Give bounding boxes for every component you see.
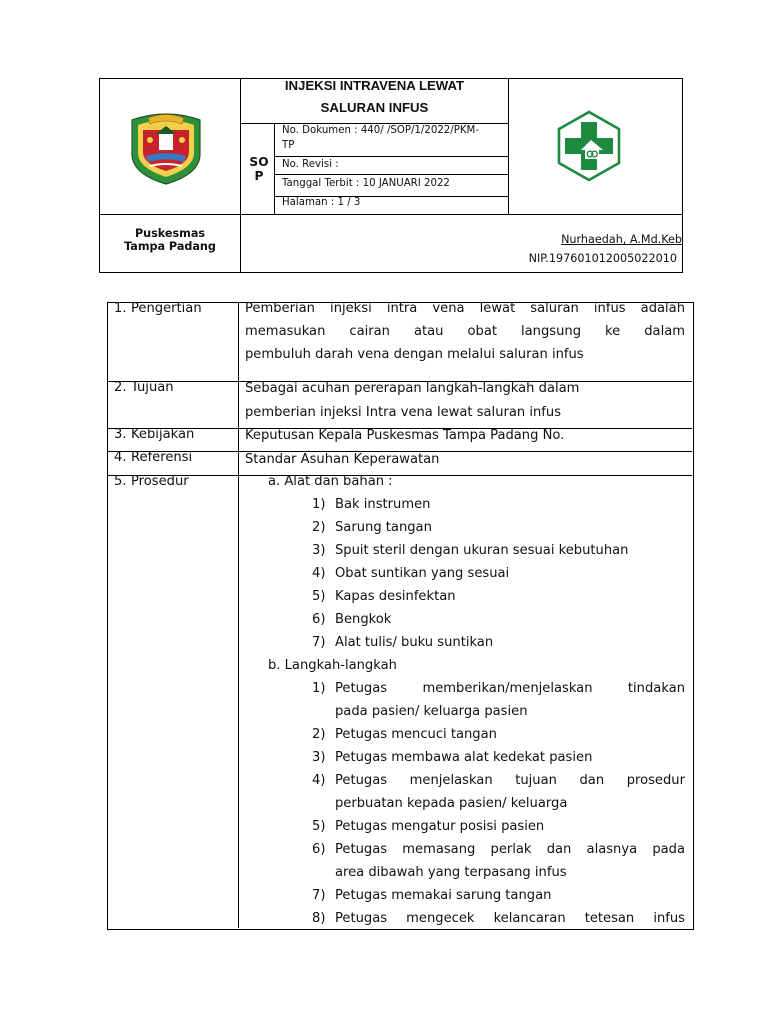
tujuan-text: Sebagai acuhan pererapan langkah-langkah dalam (245, 381, 580, 396)
section-label-referensi (114, 450, 192, 465)
section-label-prosedur (114, 474, 189, 489)
organization-name: Tampa Padang (124, 240, 216, 253)
section-number: 2. (114, 380, 127, 395)
section-number: 4. (114, 450, 127, 465)
referensi-text: Standar Asuhan Keperawatan (245, 452, 440, 467)
pengertian-text: pembuluh darah vena dengan melalui saluran infus (245, 347, 584, 362)
signer-name: Nurhaedah, A.Md.Keb (561, 233, 682, 246)
list-item: 2) Petugas mencuci tangan (312, 727, 497, 742)
header-divider (99, 214, 683, 215)
regency-emblem-logo (126, 110, 206, 186)
section-number: 3. (114, 427, 127, 442)
prosedur-subheading-alat: a. Alat dan bahan : (268, 474, 393, 489)
organization-name: Puskesmas (134, 227, 206, 240)
list-item: 4) Obat suntikan yang sesuai (312, 566, 510, 581)
section-label-text: Pengertian (131, 301, 202, 316)
list-item: 4) Petugas menjelaskan tujuan dan prosedur (312, 773, 685, 788)
list-item: 6) Bengkok (312, 612, 392, 627)
section-label-text: Kebijakan (131, 427, 195, 442)
document-number: No. Dokumen : 440/ /SOP/1/2022/PKM- (282, 125, 479, 136)
sop-label: SO (249, 155, 269, 169)
list-item: 3) Petugas membawa alat kedekat pasien (312, 750, 593, 765)
section-label-pengertian (114, 301, 202, 316)
list-item-continuation: area dibawah yang terpasang infus (335, 865, 567, 880)
section-label-tujuan (114, 380, 174, 395)
list-item: 1) Bak instrumen (312, 497, 431, 512)
list-item: 8) Petugas mengecek kelancaran tetesan infus (312, 911, 685, 926)
puskesmas-logo (553, 110, 625, 182)
section-label-text: Referensi (131, 450, 193, 465)
section-number: 1. (114, 301, 127, 316)
list-item-continuation: perbuatan kepada pasien/ keluarga (335, 796, 568, 811)
list-item: 5) Petugas mengatur posisi pasien (312, 819, 545, 834)
list-item: 1) Petugas memberikan/menjelaskan tindakan (312, 681, 685, 696)
prosedur-subheading-langkah: b. Langkah-langkah (268, 658, 397, 673)
header-divider (274, 123, 275, 215)
kebijakan-text: Keputusan Kepala Puskesmas Tampa Padang No. (245, 428, 565, 443)
tujuan-text: pemberian injeksi Intra vena lewat saluran infus (245, 405, 562, 420)
list-item: 5) Kapas desinfektan (312, 589, 456, 604)
section-number: 5. (114, 474, 127, 489)
list-item: 2) Sarung tangan (312, 520, 432, 535)
pengertian-text: Pemberian injeksi intra vena lewat saluran infus adalah (245, 301, 685, 316)
header-divider (275, 174, 508, 175)
issue-date: Tanggal Terbit : 10 JANUARI 2022 (282, 178, 450, 189)
sop-label: P (254, 169, 264, 183)
header-divider (275, 156, 508, 157)
section-label-kebijakan (114, 427, 194, 442)
sop-title-line: INJEKSI INTRAVENA LEWAT (284, 78, 465, 93)
signer-nip: NIP.197601012005022010 (528, 252, 677, 265)
revision-number: No. Revisi : (282, 159, 339, 170)
list-item: 7) Petugas memakai sarung tangan (312, 888, 552, 903)
pengertian-text: memasukan cairan atau obat langsung ke dalam (245, 324, 685, 339)
header-divider (241, 123, 508, 124)
list-item-continuation: pada pasien/ keluarga pasien (335, 704, 528, 719)
sop-title-line: SALURAN INFUS (320, 100, 429, 115)
table-divider (238, 302, 239, 928)
table-divider (107, 475, 692, 476)
list-item: 6) Petugas memasang perlak dan alasnya pada (312, 842, 685, 857)
list-item: 3) Spuit steril dengan ukuran sesuai kebutuhan (312, 543, 629, 558)
section-label-text: Tujuan (131, 380, 174, 395)
page-number: Halaman : 1 / 3 (282, 197, 361, 208)
section-label-text: Prosedur (131, 474, 189, 489)
list-item: 7) Alat tulis/ buku suntikan (312, 635, 494, 650)
header-divider (508, 78, 509, 215)
document-number: TP (282, 140, 295, 151)
